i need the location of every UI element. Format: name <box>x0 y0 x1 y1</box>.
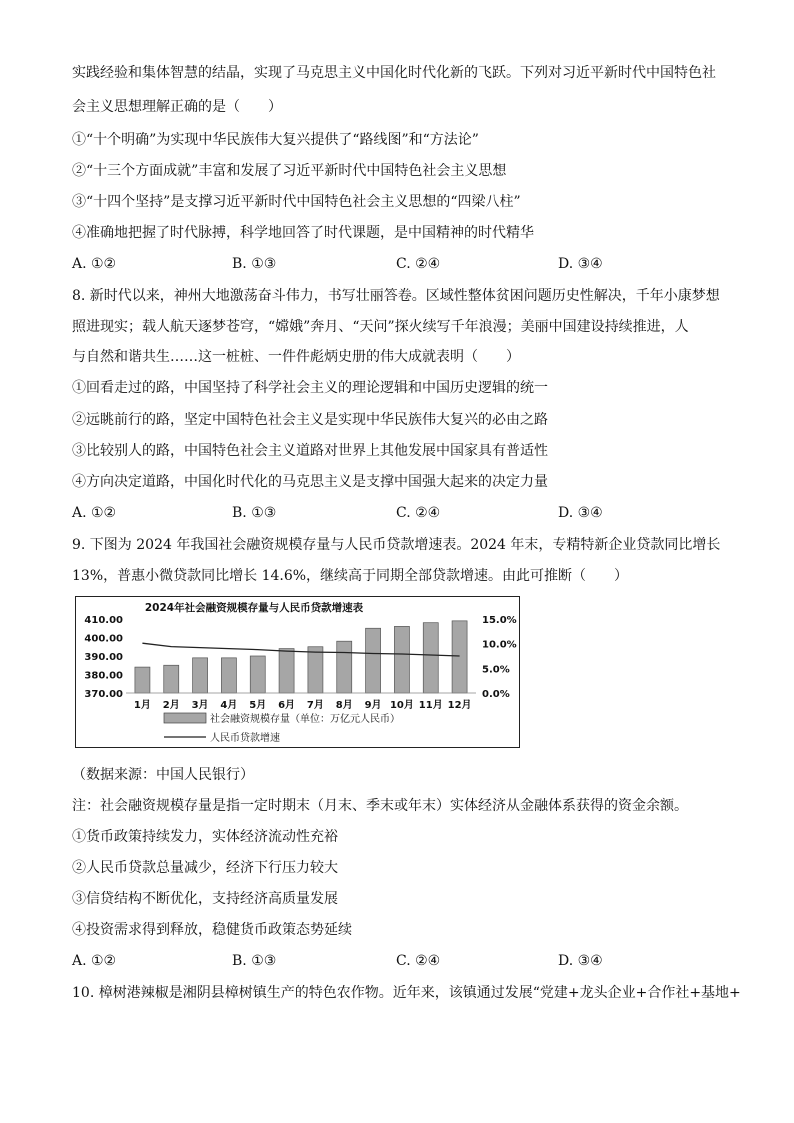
x-tick-label: 11月 <box>418 700 443 711</box>
left-tick-label: 380.00 <box>84 670 123 682</box>
q9-item-1: ①货币政策持续发力，实体经济流动性充裕 <box>72 829 338 845</box>
q9-item-4: ④投资需求得到释放，稳健货币政策态势延续 <box>72 922 352 938</box>
q8-item-2: ②远眺前行的路，坚定中国特色社会主义是实现中华民族伟大复兴的必由之路 <box>72 412 548 428</box>
q7-option-b[interactable]: B. ①③ <box>232 256 277 272</box>
x-tick-label: 6月 <box>278 700 296 711</box>
q9-option-c[interactable]: C. ②④ <box>396 953 441 969</box>
q9-options <box>72 951 732 971</box>
x-tick-label: 8月 <box>335 700 353 711</box>
right-tick-label: 0.0% <box>482 689 510 700</box>
bar-series <box>135 621 467 693</box>
q8-stem-line-1: 8. 新时代以来，神州大地激荡奋斗伟力，书写壮丽答卷。区域性整体贫困问题历史性解决，千年小康梦想 <box>72 288 720 304</box>
q9-stem-line-1: 9. 下图为 2024 年我国社会融资规模存量与人民币贷款增速表。2024 年末，专精特新企业贷款同比增长 <box>72 537 721 553</box>
bar <box>366 628 381 693</box>
q8-option-a[interactable]: A. ①② <box>72 505 117 521</box>
bar <box>164 665 179 693</box>
q7-item-3: ③“十四个坚持”是支撑习近平新时代中国特色社会主义思想的“四梁八柱” <box>72 194 521 210</box>
right-axis <box>482 615 517 700</box>
x-tick-label: 5月 <box>249 700 267 711</box>
q8-stem-line-2: 照进现实；载人航天逐梦苍穹，“嫦娥”奔月、“天问”探火续写千年浪漫；美丽中国建设持续推进，人 <box>72 319 689 335</box>
q9-option-a[interactable]: A. ①② <box>72 953 117 969</box>
q7-option-d[interactable]: D. ③④ <box>558 256 603 272</box>
bar <box>221 658 236 693</box>
chart-title: 2024年社会融资规模存量与人民币贷款增速表 <box>144 602 364 614</box>
legend-bar-label: 社会融资规模存量（单位：万亿元人民币） <box>210 714 400 725</box>
x-tick-label: 9月 <box>364 700 382 711</box>
q8-option-c[interactable]: C. ②④ <box>396 505 441 521</box>
x-tick-label: 12月 <box>447 700 472 711</box>
x-tick-label: 1月 <box>133 700 151 711</box>
q7-item-1: ①“十个明确”为实现中华民族伟大复兴提供了“路线图”和“方法论” <box>72 132 479 148</box>
x-tick-label: 7月 <box>306 700 324 711</box>
q10-stem-line-1: 10. 樟树港辣椒是湘阴县樟树镇生产的特色农作物。近年来，该镇通过发展“党建+龙头企业+合作社+基地+ <box>72 985 741 1001</box>
q7-option-a[interactable]: A. ①② <box>72 256 117 272</box>
q7-item-4: ④准确地把握了时代脉搏，科学地回答了时代课题，是中国精神的时代精华 <box>72 225 534 241</box>
q8-item-1: ①回看走过的路，中国坚持了科学社会主义的理论逻辑和中国历史逻辑的统一 <box>72 380 548 396</box>
q9-option-d[interactable]: D. ③④ <box>558 953 603 969</box>
right-tick-label: 10.0% <box>482 639 517 651</box>
legend-bar-swatch <box>164 713 206 723</box>
q7-item-2: ②“十三个方面成就”丰富和发展了习近平新时代中国特色社会主义思想 <box>72 163 507 179</box>
q9-option-b[interactable]: B. ①③ <box>232 953 277 969</box>
left-tick-label: 410.00 <box>84 615 123 626</box>
bar <box>394 626 409 693</box>
loan-chart-svg <box>76 597 518 746</box>
bar <box>135 667 150 693</box>
bar <box>193 658 208 693</box>
q7-stem-line-2: 会主义思想理解正确的是（ ） <box>72 99 282 115</box>
q9-item-3: ③信贷结构不断优化，支持经济高质量发展 <box>72 891 338 907</box>
loan-chart <box>75 596 520 748</box>
right-tick-label: 5.0% <box>482 664 510 676</box>
left-tick-label: 400.00 <box>84 633 123 645</box>
q8-stem-line-3: 与自然和谐共生……这一桩桩、一件件彪炳史册的伟大成就表明（ ） <box>72 349 520 365</box>
bar <box>423 623 438 693</box>
bar <box>337 641 352 693</box>
q9-data-source: （数据来源：中国人民银行） <box>72 767 254 783</box>
q8-item-4: ④方向决定道路，中国化时代化的马克思主义是支撑中国强大起来的决定力量 <box>72 474 548 490</box>
x-tick-label: 2月 <box>162 700 180 711</box>
q7-stem-line-1: 实践经验和集体智慧的结晶，实现了马克思主义中国化时代化新的飞跃。下列对习近平新时代中国特色社 <box>72 65 716 81</box>
x-tick-label: 10月 <box>389 700 414 711</box>
x-tick-label: 4月 <box>220 700 238 711</box>
right-tick-label: 15.0% <box>482 615 517 626</box>
q9-item-2: ②人民币贷款总量减少，经济下行压力较大 <box>72 860 338 876</box>
bar <box>452 621 467 693</box>
legend-line-label: 人民币贷款增速 <box>210 733 280 744</box>
left-tick-label: 370.00 <box>84 689 123 700</box>
q8-option-b[interactable]: B. ①③ <box>232 505 277 521</box>
q9-stem-line-2: 13%，普惠小微贷款同比增长 14.6%，继续高于同期全部贷款增速。由此可推断（ ） <box>72 568 629 584</box>
bar <box>250 656 265 693</box>
q9-note: 注：社会融资规模存量是指一定时期末（月末、季末或年末）实体经济从金融体系获得的资金余额。 <box>72 798 688 814</box>
left-tick-label: 390.00 <box>84 652 123 663</box>
q8-options <box>72 503 732 523</box>
q8-option-d[interactable]: D. ③④ <box>558 505 603 521</box>
loan-growth-line <box>142 643 459 656</box>
bar <box>308 647 323 693</box>
q7-options <box>72 254 732 274</box>
q7-option-c[interactable]: C. ②④ <box>396 256 441 272</box>
q8-item-3: ③比较别人的路，中国特色社会主义道路对世界上其他发展中国家具有普适性 <box>72 443 548 459</box>
left-axis <box>84 615 123 700</box>
x-tick-label: 3月 <box>191 700 209 711</box>
bar <box>279 649 294 693</box>
x-axis-labels <box>134 698 472 711</box>
